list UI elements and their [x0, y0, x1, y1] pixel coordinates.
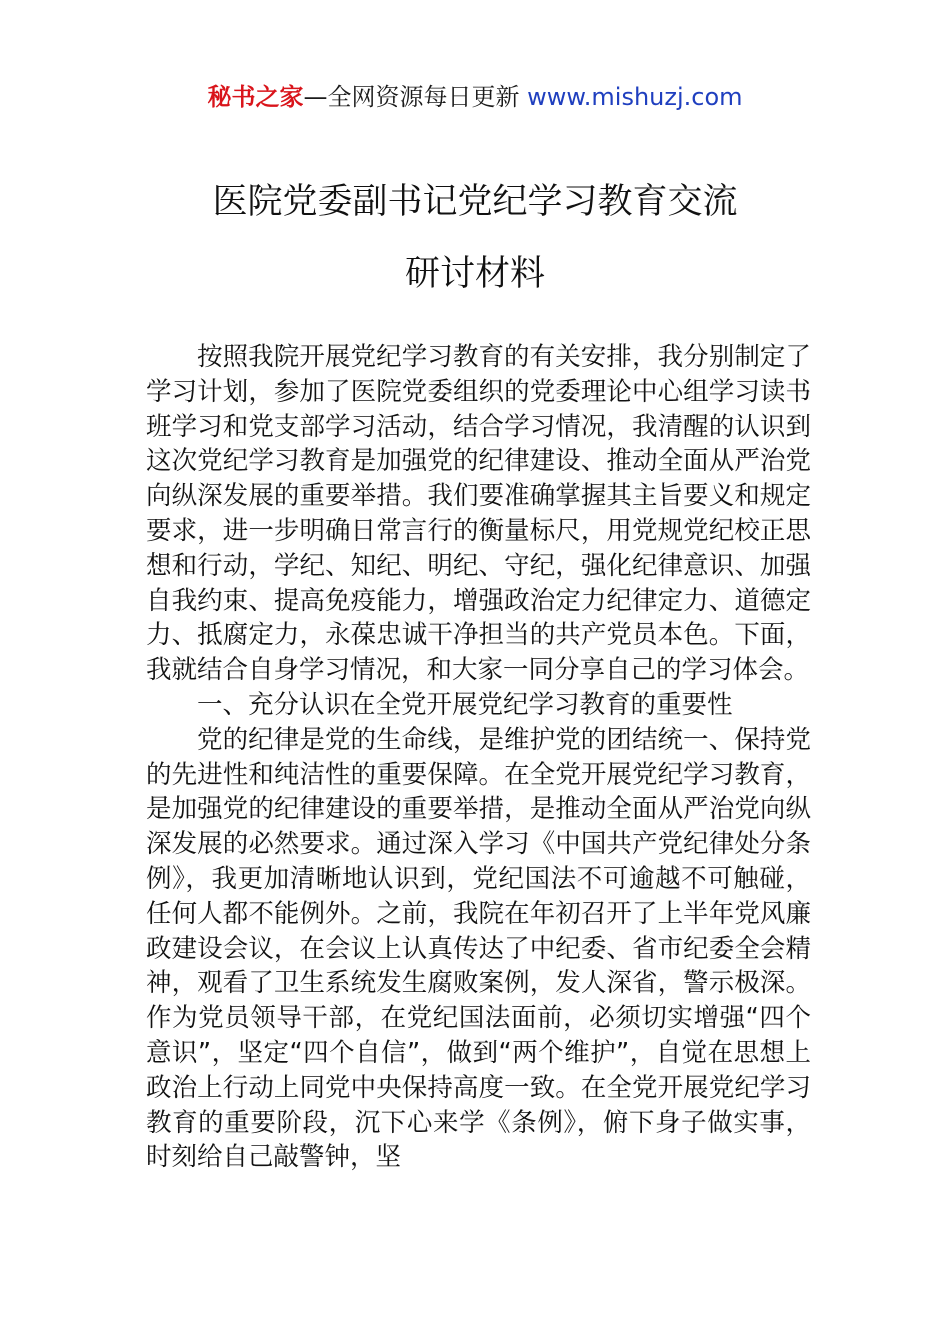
site-brand: 秘书之家 [207, 83, 304, 111]
document-title-line-2: 研讨材料 [404, 254, 545, 294]
paragraph-intro: 按照我院开展党纪学习教育的有关安排，我分别制定了学习计划，参加了医院党委组织的党委理论中心组学习读书班学习和党支部学习活动，结合学习情况，我清醒的认识到这次党纪学习教育是加强党的纪律建设、推动全面从严治党向纵深发展的重要举措。我们要准确掌握其主旨要义和规定要求，进一步明确日常言行的衡量标尺，用党规党纪校正思想和行动，学纪、知纪、明纪、守纪，强化纪律意识、加强自我约束、提高免疫能力，增强政治定力纪律定力、道德定力、抵腐定力，永葆忠诚干净担当的共产党员本色。下面，我就结合自身学习情况，和大家一同分享自己的学习体会。 [146, 342, 811, 686]
site-header [0, 80, 950, 114]
document-title-line-1: 医院党委副书记党纪学习教育交流 [212, 182, 738, 222]
site-slogan: —全网资源每日更新 [303, 83, 528, 111]
site-url-link[interactable]: www.mishuzj.com [527, 83, 743, 111]
paragraph-section-1: 党的纪律是党的生命线，是维护党的团结统一、保持党的先进性和纯洁性的重要保障。在全党开展党纪学习教育，是加强党的纪律建设的重要举措，是推动全面从严治党向纵深发展的必然要求。通过深入学习《中国共产党纪律处分条例》，我更加清晰地认识到，党纪国法不可逾越不可触碰，任何人都不能例外。之前，我院在年初召开了上半年党风廉政建设会议，在会议上认真传达了中纪委、省市纪委全会精神，观看了卫生系统发生腐败案例，发人深省，警示极深。作为党员领导干部，在党纪国法面前，必须切实增强“四个意识”，坚定“四个自信”，做到“两个维护”，自觉在思想上政治上行动上同党中央保持高度一致。在全党开展党纪学习教育的重要阶段，沉下心来学《条例》，俯下身子做实事，时刻给自己敲警钟，坚 [146, 724, 811, 1173]
document-body [146, 340, 811, 1175]
section-heading-1: 一、充分认识在全党开展党纪学习教育的重要性 [197, 689, 733, 720]
